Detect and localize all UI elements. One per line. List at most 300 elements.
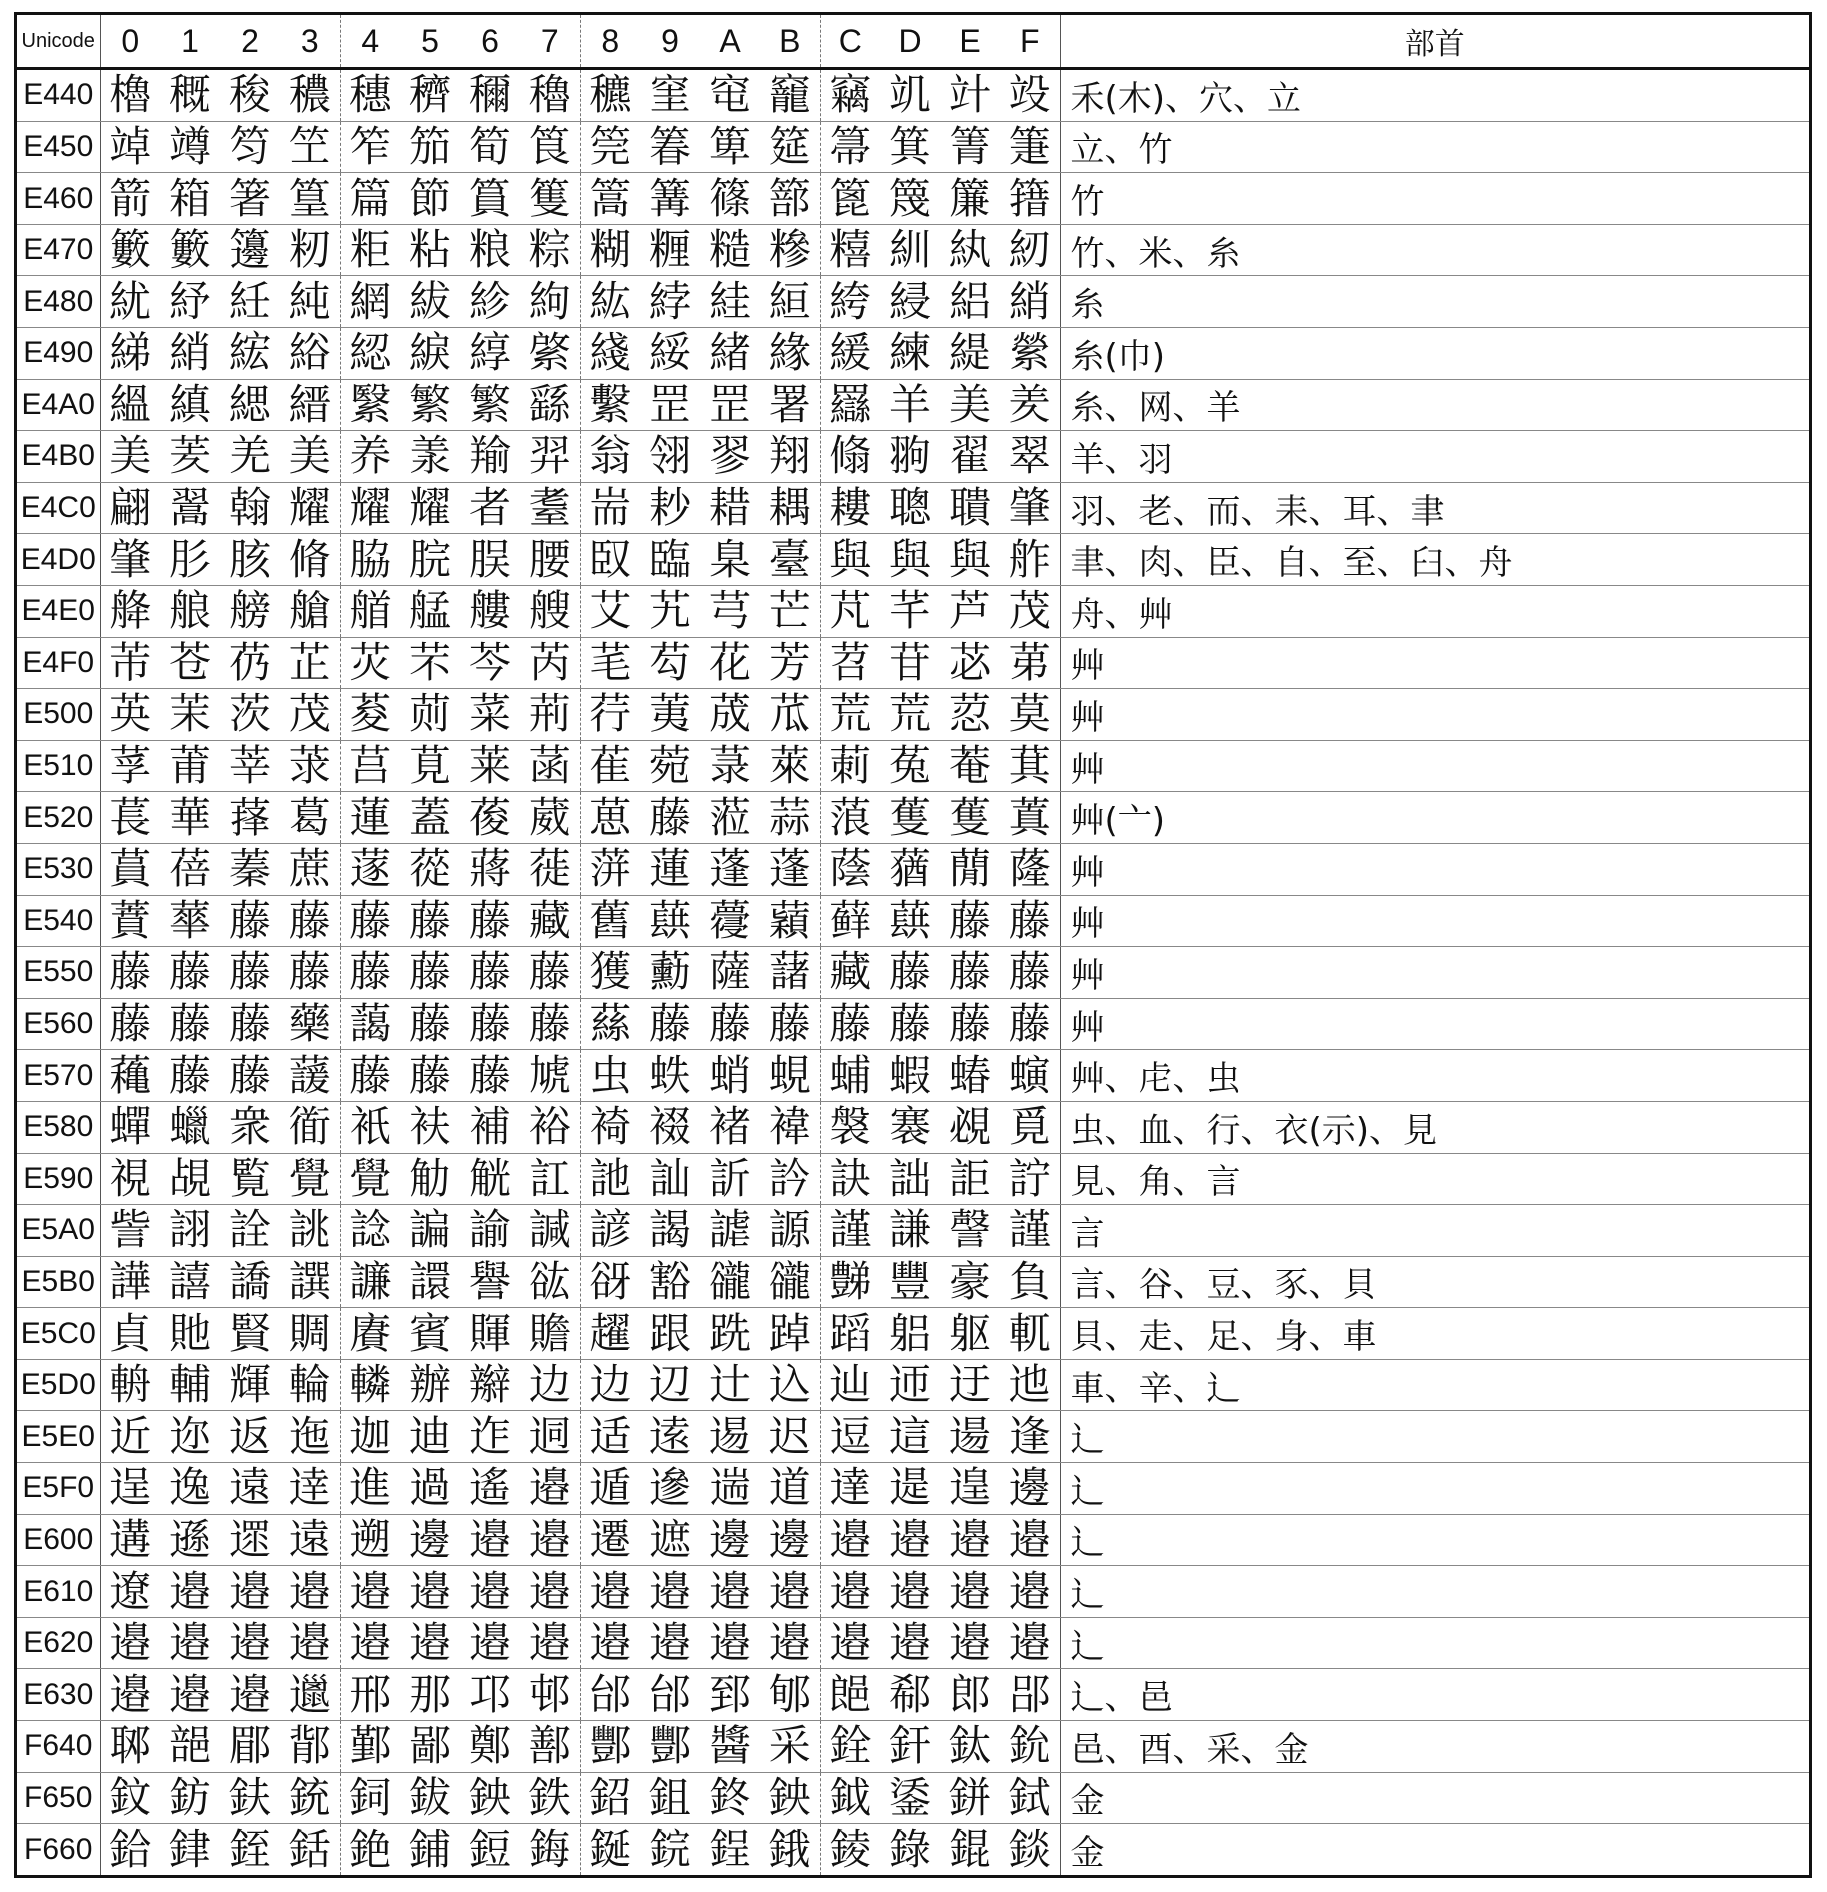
character-cell: 緣 (760, 328, 820, 380)
character-cell: 縈 (1000, 328, 1060, 380)
character-cell: 覓 (1000, 1101, 1060, 1153)
character-cell: 綈 (100, 328, 160, 380)
character-cell: 芿 (220, 637, 280, 689)
table-row (17, 534, 1809, 586)
character-cell: 銓 (820, 1721, 880, 1773)
character-cell: 迦 (340, 1411, 400, 1463)
character-cell: 錄 (888, 1824, 931, 1874)
character-cell: 羕 (400, 431, 460, 483)
radical-cell: 艸 (1060, 998, 1809, 1050)
character-cell: 荝 (400, 689, 460, 741)
character-cell: 綌 (280, 328, 340, 380)
character-cell: 觔 (400, 1153, 460, 1205)
character-cell: 者 (460, 482, 520, 534)
character-cell: 鋨 (760, 1824, 820, 1875)
unicode-code-cell: E450 (17, 121, 100, 173)
character-cell: 譔 (280, 1256, 340, 1308)
character-cell: 貞 (100, 1308, 160, 1360)
radical-cell: 邑、酉、采、金 (1060, 1721, 1809, 1773)
character-cell: 蜅 (820, 1050, 880, 1102)
table-row (17, 998, 1809, 1050)
table-row (17, 1256, 1809, 1308)
table-row (17, 1566, 1809, 1618)
character-cell: 羑 (1000, 379, 1060, 431)
character-cell: 辦 (400, 1359, 460, 1411)
character-cell: 踔 (760, 1308, 820, 1360)
character-cell: 郿 (220, 1721, 280, 1773)
character-cell: 鈫 (100, 1772, 160, 1824)
radical-cell: 艸(亠) (1060, 792, 1809, 844)
character-cell: 蓮 (640, 843, 700, 895)
character-cell: 蕑 (940, 843, 1000, 895)
character-cell: 詡 (160, 1205, 220, 1257)
character-cell: 虫 (580, 1050, 640, 1102)
character-cell: 箑 (1000, 121, 1060, 173)
character-cell: 謹 (1000, 1205, 1060, 1257)
character-cell: 繇 (520, 379, 580, 431)
character-cell: 谺 (580, 1256, 640, 1308)
character-cell: 鉊 (580, 1772, 640, 1824)
character-cell: 藓 (820, 895, 880, 947)
character-cell: 蔗 (280, 843, 340, 895)
character-cell: 貤 (160, 1308, 220, 1360)
character-cell: 耑 (580, 482, 640, 534)
unicode-code-cell: E5C0 (17, 1308, 100, 1360)
character-cell: 采 (760, 1721, 820, 1773)
character-cell: 蓓 (160, 843, 220, 895)
character-cell: 艾 (580, 585, 640, 637)
unicode-code-cell: E560 (17, 998, 100, 1050)
character-cell: 穠 (280, 69, 340, 122)
character-cell: 辺 (640, 1359, 700, 1411)
character-cell: 箱 (160, 173, 220, 225)
radical-cell: 艸 (1060, 947, 1809, 999)
table-row (17, 1514, 1809, 1566)
character-cell: 込 (760, 1359, 820, 1411)
character-cell: 簾 (940, 173, 1000, 225)
table-row (17, 276, 1809, 328)
radical-column-header: 部首 (1060, 15, 1809, 69)
radical-cell: 虫、血、行、衣(示)、見 (1060, 1101, 1809, 1153)
table-row (17, 121, 1809, 173)
character-cell: 邛 (460, 1669, 520, 1721)
character-cell: 絽 (940, 276, 1000, 328)
character-cell: 翯 (160, 482, 220, 534)
character-cell: 邉 (280, 1617, 340, 1669)
character-cell: 臨 (640, 534, 700, 586)
table-row (17, 224, 1809, 276)
character-cell: 竴 (160, 121, 220, 173)
character-cell: 進 (340, 1463, 400, 1515)
character-cell: 藤 (940, 947, 1000, 999)
character-cell: 衜 (280, 1101, 340, 1153)
column-header-6: 6 (460, 15, 520, 69)
unicode-code-cell: E550 (17, 947, 100, 999)
character-cell: 鉰 (340, 1772, 400, 1824)
radical-cell: 艸、虍、虫 (1060, 1050, 1809, 1102)
character-cell: 穪 (460, 69, 520, 122)
character-cell: 萇 (100, 792, 160, 844)
character-cell: 菉 (700, 740, 760, 792)
table-row (17, 637, 1809, 689)
character-cell: 緩 (820, 328, 880, 380)
character-cell: 茨 (220, 689, 280, 741)
character-cell: 邉 (220, 1566, 280, 1618)
character-cell: 遈 (880, 1463, 940, 1515)
character-cell: 籾 (280, 224, 340, 276)
character-cell: 芮 (520, 637, 580, 689)
character-cell: 蝦 (880, 1050, 940, 1102)
character-cell: 鄁 (280, 1721, 340, 1773)
character-cell: 羐 (160, 431, 220, 483)
character-cell: 蔣 (460, 843, 520, 895)
character-cell: 邉 (940, 1514, 1000, 1566)
character-cell: 肜 (160, 534, 220, 586)
character-cell: 遑 (940, 1463, 1000, 1515)
character-cell: 邉 (1000, 1617, 1060, 1669)
character-cell: 翁 (580, 431, 640, 483)
character-cell: 這 (880, 1411, 940, 1463)
character-cell: 與 (940, 534, 1000, 586)
character-cell: 藤 (1000, 998, 1060, 1050)
character-cell: 紃 (880, 224, 940, 276)
character-cell: 花 (700, 637, 760, 689)
character-cell: 與 (820, 534, 880, 586)
character-cell: 粮 (460, 224, 520, 276)
column-header-9: 9 (640, 15, 700, 69)
character-cell: 蕯 (1000, 843, 1060, 895)
character-cell: 鋥 (708, 1824, 751, 1874)
character-cell: 芣 (400, 637, 460, 689)
character-cell: 芼 (580, 637, 640, 689)
character-cell: 蕻 (880, 895, 940, 947)
character-cell: 遪 (640, 1463, 700, 1515)
character-cell: 耀 (400, 482, 460, 534)
unicode-code-cell: E5A0 (17, 1205, 100, 1257)
character-cell: 邉 (280, 1566, 340, 1618)
character-cell: 篠 (700, 173, 760, 225)
character-cell: 贍 (520, 1308, 580, 1360)
character-cell: 迆 (1000, 1359, 1060, 1411)
character-cell: 蛸 (700, 1050, 760, 1102)
character-cell: 翔 (760, 431, 820, 483)
character-cell: 覘 (160, 1153, 220, 1205)
radical-cell: 艸 (1060, 843, 1809, 895)
character-cell: 邉 (880, 1514, 940, 1566)
table-row (17, 1050, 1809, 1102)
radical-cell: 辶 (1060, 1617, 1809, 1669)
character-cell: 迟 (760, 1411, 820, 1463)
radical-cell: 見、角、言 (1060, 1153, 1809, 1205)
character-cell: 鉖 (700, 1772, 760, 1824)
character-cell: 莒 (340, 740, 400, 792)
character-cell: 輔 (160, 1359, 220, 1411)
table-row (17, 1153, 1809, 1205)
character-cell: 邢 (340, 1669, 400, 1721)
character-cell: 豑 (820, 1256, 880, 1308)
character-cell: 過 (400, 1463, 460, 1515)
unicode-code-cell: E540 (17, 895, 100, 947)
character-cell: 繁 (400, 379, 460, 431)
character-cell: 糊 (580, 224, 640, 276)
character-cell: 荒 (880, 689, 940, 741)
character-cell: 鉼 (940, 1772, 1000, 1824)
character-cell: 邉 (340, 1617, 400, 1669)
character-cell: 苍 (160, 637, 220, 689)
character-cell: 菀 (640, 740, 700, 792)
character-cell: 聰 (880, 482, 940, 534)
character-cell: 蒦 (940, 792, 1000, 844)
character-cell: 羿 (520, 431, 580, 483)
character-cell: 邉 (160, 1566, 220, 1618)
character-cell: 羉 (820, 379, 880, 431)
character-cell: 藤 (400, 998, 460, 1050)
character-cell: 葸 (580, 792, 640, 844)
character-cell: 美 (940, 379, 1000, 431)
unicode-code-cell: E570 (17, 1050, 100, 1102)
character-cell: 藤 (280, 895, 340, 947)
character-cell: 鉿 (109, 1824, 152, 1874)
character-cell: 粘 (400, 224, 460, 276)
unicode-column-header: Unicode (17, 15, 100, 69)
character-cell: 綅 (880, 276, 940, 328)
character-cell: 邉 (460, 1566, 520, 1618)
character-cell: 郒 (820, 1669, 880, 1721)
character-cell: 篦 (820, 173, 880, 225)
character-cell: 蘉 (700, 895, 760, 947)
unicode-code-cell: F650 (17, 1772, 100, 1824)
character-cell: 轔 (340, 1359, 400, 1411)
character-cell: 芩 (460, 637, 520, 689)
character-cell: 鄭 (460, 1721, 520, 1773)
character-cell: 糦 (820, 224, 880, 276)
character-cell: 衭 (400, 1101, 460, 1153)
character-cell: 莿 (820, 740, 880, 792)
radical-cell: 艸 (1060, 689, 1809, 741)
character-cell: 賓 (400, 1308, 460, 1360)
character-cell: 邨 (520, 1669, 580, 1721)
character-cell: 芊 (880, 585, 940, 637)
character-cell: 蓫 (340, 843, 400, 895)
character-cell: 與 (880, 534, 940, 586)
character-cell: 紓 (160, 276, 220, 328)
character-cell: 蔭 (820, 843, 880, 895)
character-cell: 藏 (520, 895, 580, 947)
character-cell: 耬 (820, 482, 880, 534)
character-cell: 葳 (520, 792, 580, 844)
character-cell: 筤 (520, 121, 580, 173)
character-cell: 邉 (820, 1566, 880, 1618)
character-cell: 薩 (700, 947, 760, 999)
character-cell: 边 (580, 1359, 640, 1411)
character-cell: 篔 (460, 173, 520, 225)
character-cell: 賱 (460, 1308, 520, 1360)
character-cell: 藤 (520, 998, 580, 1050)
character-cell: 逢 (1000, 1411, 1060, 1463)
character-cell: 邋 (280, 1669, 340, 1721)
unicode-code-cell: E520 (17, 792, 100, 844)
character-cell: 耖 (640, 482, 700, 534)
unicode-code-cell: E510 (17, 740, 100, 792)
character-cell: 鄯 (520, 1721, 580, 1773)
character-cell: 豁 (640, 1256, 700, 1308)
character-cell: 詎 (940, 1153, 1000, 1205)
radical-cell: 言 (1060, 1205, 1809, 1257)
character-cell: 藥 (280, 998, 340, 1050)
character-cell: 鄞 (340, 1721, 400, 1773)
character-cell: 跟 (640, 1308, 700, 1360)
character-cell: 道 (760, 1463, 820, 1515)
character-cell: 藤 (100, 998, 160, 1050)
character-cell: 鉏 (640, 1772, 700, 1824)
character-cell: 艽 (640, 585, 700, 637)
character-cell: 苽 (760, 689, 820, 741)
character-cell: 邉 (520, 1617, 580, 1669)
table-row (17, 69, 1809, 122)
character-cell: 譽 (460, 1256, 520, 1308)
character-cell: 邉 (580, 1617, 640, 1669)
table-body (17, 69, 1809, 1876)
character-cell: 藤 (520, 947, 580, 999)
character-cell: 藤 (220, 1050, 280, 1102)
character-cell: 縝 (160, 379, 220, 431)
character-cell: 蒜 (760, 792, 820, 844)
character-cell: 葛 (280, 792, 340, 844)
character-cell: 菡 (520, 740, 580, 792)
character-cell: 臤 (580, 534, 640, 586)
character-cell: 邉 (100, 1669, 160, 1721)
character-cell: 萊 (760, 740, 820, 792)
table-row (17, 1359, 1809, 1411)
character-cell: 蓰 (520, 843, 580, 895)
character-cell: 蕻 (640, 895, 700, 947)
radical-cell: 金 (1070, 1833, 1105, 1874)
table-row (17, 1772, 1809, 1824)
character-cell: 衆 (220, 1101, 280, 1153)
character-cell: 腰 (520, 534, 580, 586)
character-cell: 藤 (100, 947, 160, 999)
character-cell: 邉 (1000, 1514, 1060, 1566)
character-cell: 蒦 (880, 792, 940, 844)
character-cell: 苂 (340, 637, 400, 689)
character-cell: 訢 (700, 1153, 760, 1205)
character-cell: 鈦 (940, 1721, 1000, 1773)
character-cell: 聵 (940, 482, 1000, 534)
character-cell: 絇 (520, 276, 580, 328)
character-cell: 芾 (100, 637, 160, 689)
character-cell: 养 (340, 431, 400, 483)
character-cell: 逺 (640, 1411, 700, 1463)
character-cell: 邊 (700, 1514, 760, 1566)
character-cell: 芳 (760, 637, 820, 689)
character-cell: 遡 (340, 1514, 400, 1566)
character-cell: 藹 (340, 998, 400, 1050)
column-header-8: 8 (580, 15, 640, 69)
character-cell: 苐 (1000, 637, 1060, 689)
character-cell: 箭 (100, 173, 160, 225)
character-cell: 藤 (220, 998, 280, 1050)
character-cell: 緒 (700, 328, 760, 380)
character-cell: 鈇 (220, 1772, 280, 1824)
character-cell: 荵 (940, 689, 1000, 741)
character-cell: 茂 (280, 689, 340, 741)
character-cell: 艛 (460, 585, 520, 637)
character-cell: 覧 (220, 1153, 280, 1205)
character-cell: 謁 (640, 1205, 700, 1257)
character-cell: 肇 (1000, 482, 1060, 534)
character-cell: 穭 (520, 69, 580, 122)
radical-cell: 羽、老、而、耒、耳、聿 (1060, 482, 1809, 534)
radical-cell: 禾(木)、穴、立 (1060, 69, 1809, 122)
character-cell: 郇 (760, 1669, 820, 1721)
character-cell: 籩 (220, 224, 280, 276)
character-cell: 輪 (280, 1359, 340, 1411)
character-cell: 緦 (220, 379, 280, 431)
character-cell: 藤 (880, 998, 940, 1050)
character-cell: 紱 (400, 276, 460, 328)
character-cell: 簎 (1000, 173, 1060, 225)
character-cell: 藤 (820, 998, 880, 1050)
character-cell: 譁 (100, 1256, 160, 1308)
character-cell: 莘 (220, 740, 280, 792)
character-cell: 艕 (220, 585, 280, 637)
character-cell: 茂 (1000, 585, 1060, 637)
character-cell: 觥 (460, 1153, 520, 1205)
character-cell: 翩 (100, 482, 160, 534)
character-cell: 郗 (880, 1669, 940, 1721)
character-cell: 謔 (700, 1205, 760, 1257)
character-cell: 綫 (580, 328, 640, 380)
character-cell: 筦 (580, 121, 640, 173)
character-cell: 舊 (580, 895, 640, 947)
character-cell: 翠 (1000, 431, 1060, 483)
character-cell: 箒 (820, 121, 880, 173)
unicode-character-table (14, 12, 1812, 1878)
character-cell: 蘔 (760, 895, 820, 947)
character-cell: 藤 (340, 1050, 400, 1102)
character-cell: 諗 (340, 1205, 400, 1257)
character-cell: 鉽 (1000, 1772, 1060, 1824)
character-cell: 篗 (520, 173, 580, 225)
character-cell: 邉 (820, 1514, 880, 1566)
character-cell: 箕 (880, 121, 940, 173)
character-cell: 邉 (820, 1617, 880, 1669)
character-cell: 諴 (520, 1205, 580, 1257)
character-cell: 螾 (1000, 1050, 1060, 1102)
character-cell: 藤 (160, 998, 220, 1050)
character-cell: 鋪 (408, 1824, 451, 1874)
character-cell: 藤 (640, 998, 700, 1050)
character-cell: 藤 (880, 947, 940, 999)
character-cell: 覺 (280, 1153, 340, 1205)
character-cell: 邉 (760, 1566, 820, 1618)
character-cell: 銍 (228, 1824, 271, 1874)
character-cell: 美 (100, 431, 160, 483)
unicode-code-cell: E600 (17, 1514, 100, 1566)
unicode-code-cell: E440 (17, 69, 100, 122)
character-cell: 邊 (760, 1514, 820, 1566)
character-cell: 藤 (340, 895, 400, 947)
character-cell: 翏 (700, 431, 760, 483)
character-cell: 藤 (460, 1050, 520, 1102)
character-cell: 絙 (760, 276, 820, 328)
character-cell: 蘐 (280, 1050, 340, 1102)
character-cell: 艋 (400, 585, 460, 637)
radical-cell: 艸 (1060, 895, 1809, 947)
character-cell: 蟬 (100, 1101, 160, 1153)
character-cell: 謹 (820, 1205, 880, 1257)
character-cell: 舴 (1000, 534, 1060, 586)
